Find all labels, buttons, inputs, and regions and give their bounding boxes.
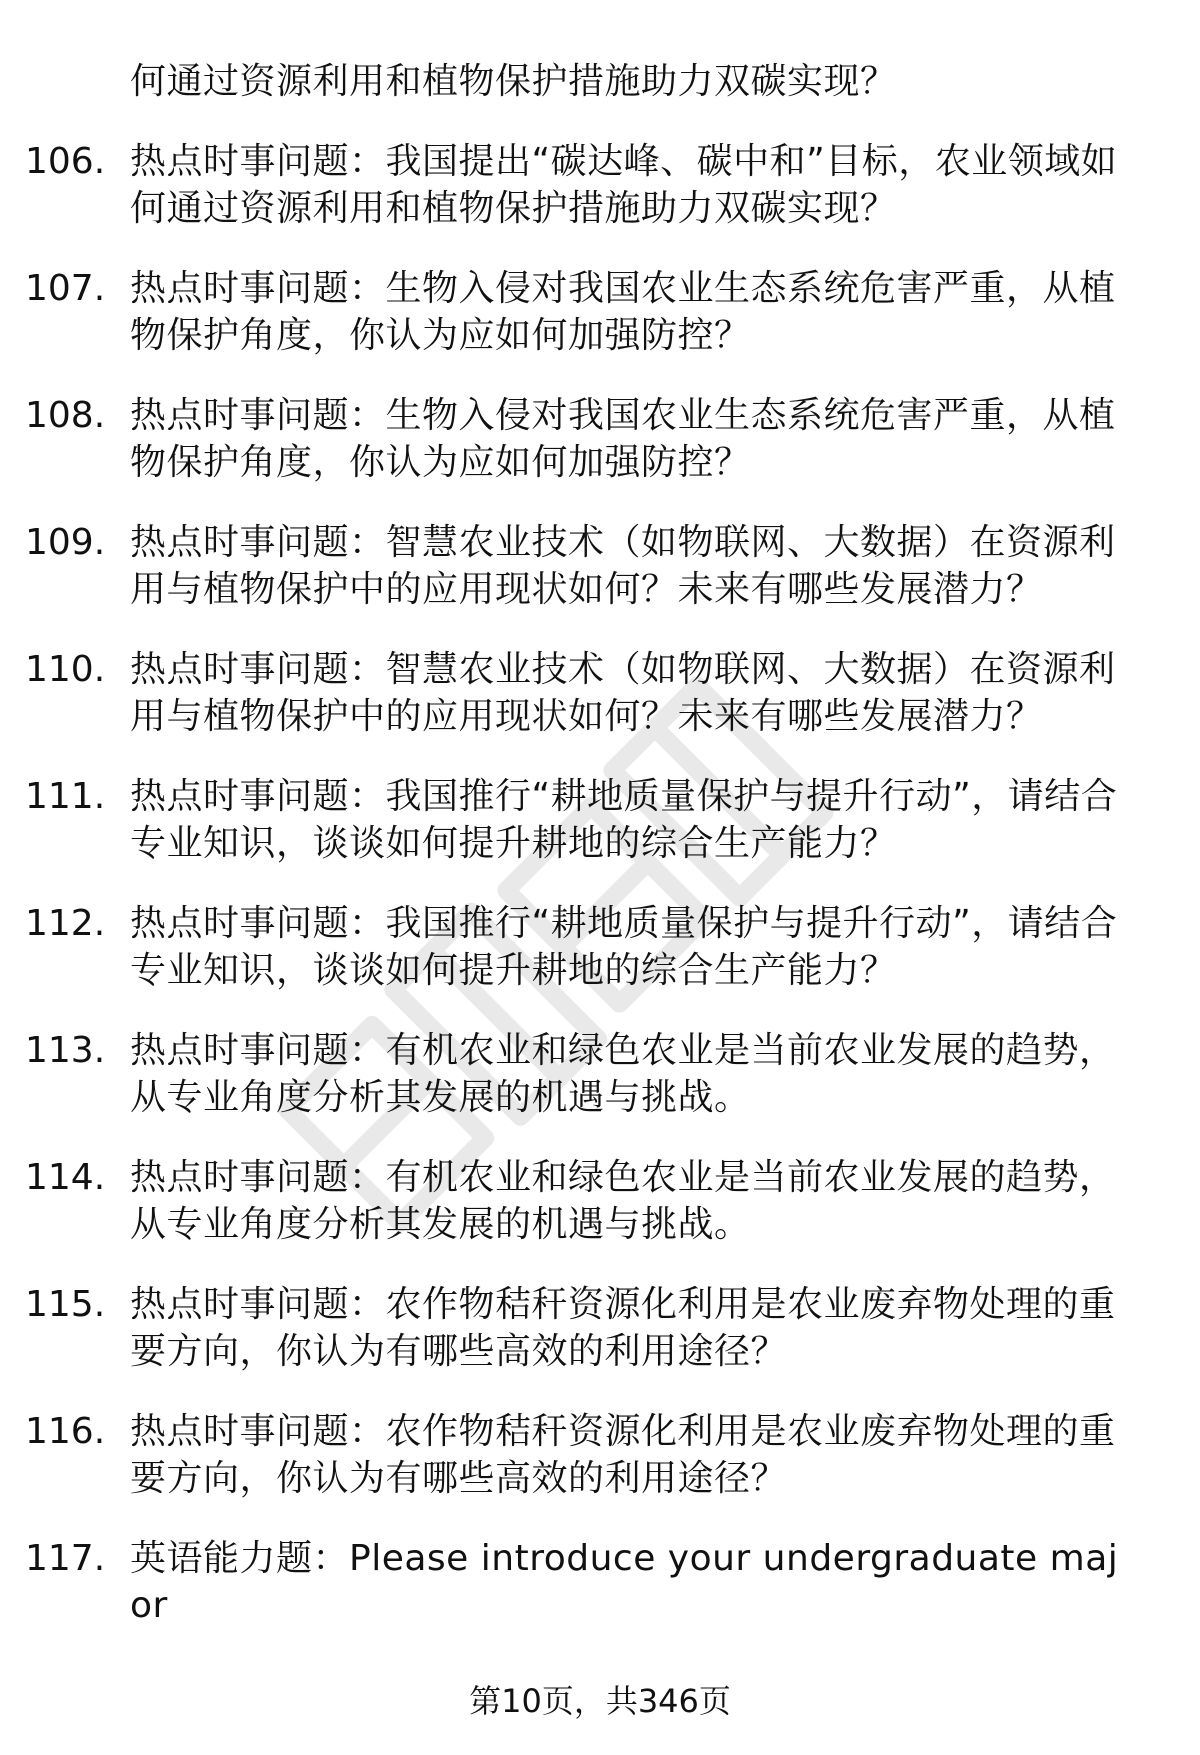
question-text: 热点时事问题：有机农业和绿色农业是当前农业发展的趋势，从专业角度分析其发展的机遇与挑战。	[130, 1157, 1116, 1245]
question-text: 热点时事问题：有机农业和绿色农业是当前农业发展的趋势，从专业角度分析其发展的机遇与挑战。	[130, 1030, 1116, 1118]
question-item	[0, 138, 1200, 232]
page-footer: 第10页，共346页	[469, 1682, 731, 1720]
question-number: 114.	[25, 1157, 106, 1198]
question-number: 111.	[25, 776, 106, 817]
question-text: 热点时事问题：智慧农业技术（如物联网、大数据）在资源利用与植物保护中的应用现状如何？未来有哪些发展潜力？	[130, 649, 1116, 737]
question-item	[0, 646, 1200, 740]
question-text: 热点时事问题：农作物秸秆资源化利用是农业废弃物处理的重要方向，你认为有哪些高效的利用途径？	[130, 1284, 1116, 1372]
question-number: 116.	[25, 1411, 106, 1452]
question-number: 106.	[25, 141, 106, 182]
question-text: 热点时事问题：智慧农业技术（如物联网、大数据）在资源利用与植物保护中的应用现状如何？未来有哪些发展潜力？	[130, 522, 1116, 610]
continuation-text: 何通过资源利用和植物保护措施助力双碳实现？	[130, 61, 897, 102]
question-number: 115.	[25, 1284, 106, 1325]
question-text: 热点时事问题：生物入侵对我国农业生态系统危害严重，从植物保护角度，你认为应如何加强防控？	[130, 268, 1116, 356]
question-text: 热点时事问题：生物入侵对我国农业生态系统危害严重，从植物保护角度，你认为应如何加强防控？	[130, 395, 1116, 483]
question-number: 113.	[25, 1030, 106, 1071]
question-number: 112.	[25, 903, 106, 944]
question-number: 110.	[25, 649, 106, 690]
question-item	[0, 519, 1200, 613]
question-number: 107.	[25, 268, 106, 309]
question-item	[0, 392, 1200, 486]
question-item	[0, 1154, 1200, 1248]
question-item	[0, 1281, 1200, 1375]
question-text: 热点时事问题：我国推行“耕地质量保护与提升行动”，请结合专业知识，谈谈如何提升耕地的综合生产能力？	[130, 776, 1118, 864]
question-number: 109.	[25, 522, 106, 563]
question-list	[0, 58, 1200, 1662]
question-number: 108.	[25, 395, 106, 436]
question-item	[0, 265, 1200, 359]
question-text: 热点时事问题：我国提出“碳达峰、碳中和”目标，农业领域如何通过资源利用和植物保护措施助力双碳实现？	[130, 141, 1118, 229]
question-item	[0, 773, 1200, 867]
question-text: 英语能力题：Please introduce your undergraduate major	[130, 1538, 1119, 1626]
question-text: 热点时事问题：我国推行“耕地质量保护与提升行动”，请结合专业知识，谈谈如何提升耕地的综合生产能力？	[130, 903, 1118, 991]
question-item	[0, 1535, 1200, 1629]
question-text: 热点时事问题：农作物秸秆资源化利用是农业废弃物处理的重要方向，你认为有哪些高效的利用途径？	[130, 1411, 1116, 1499]
question-item	[0, 1027, 1200, 1121]
question-number: 117.	[25, 1538, 106, 1579]
question-item	[0, 1408, 1200, 1502]
question-item	[0, 900, 1200, 994]
